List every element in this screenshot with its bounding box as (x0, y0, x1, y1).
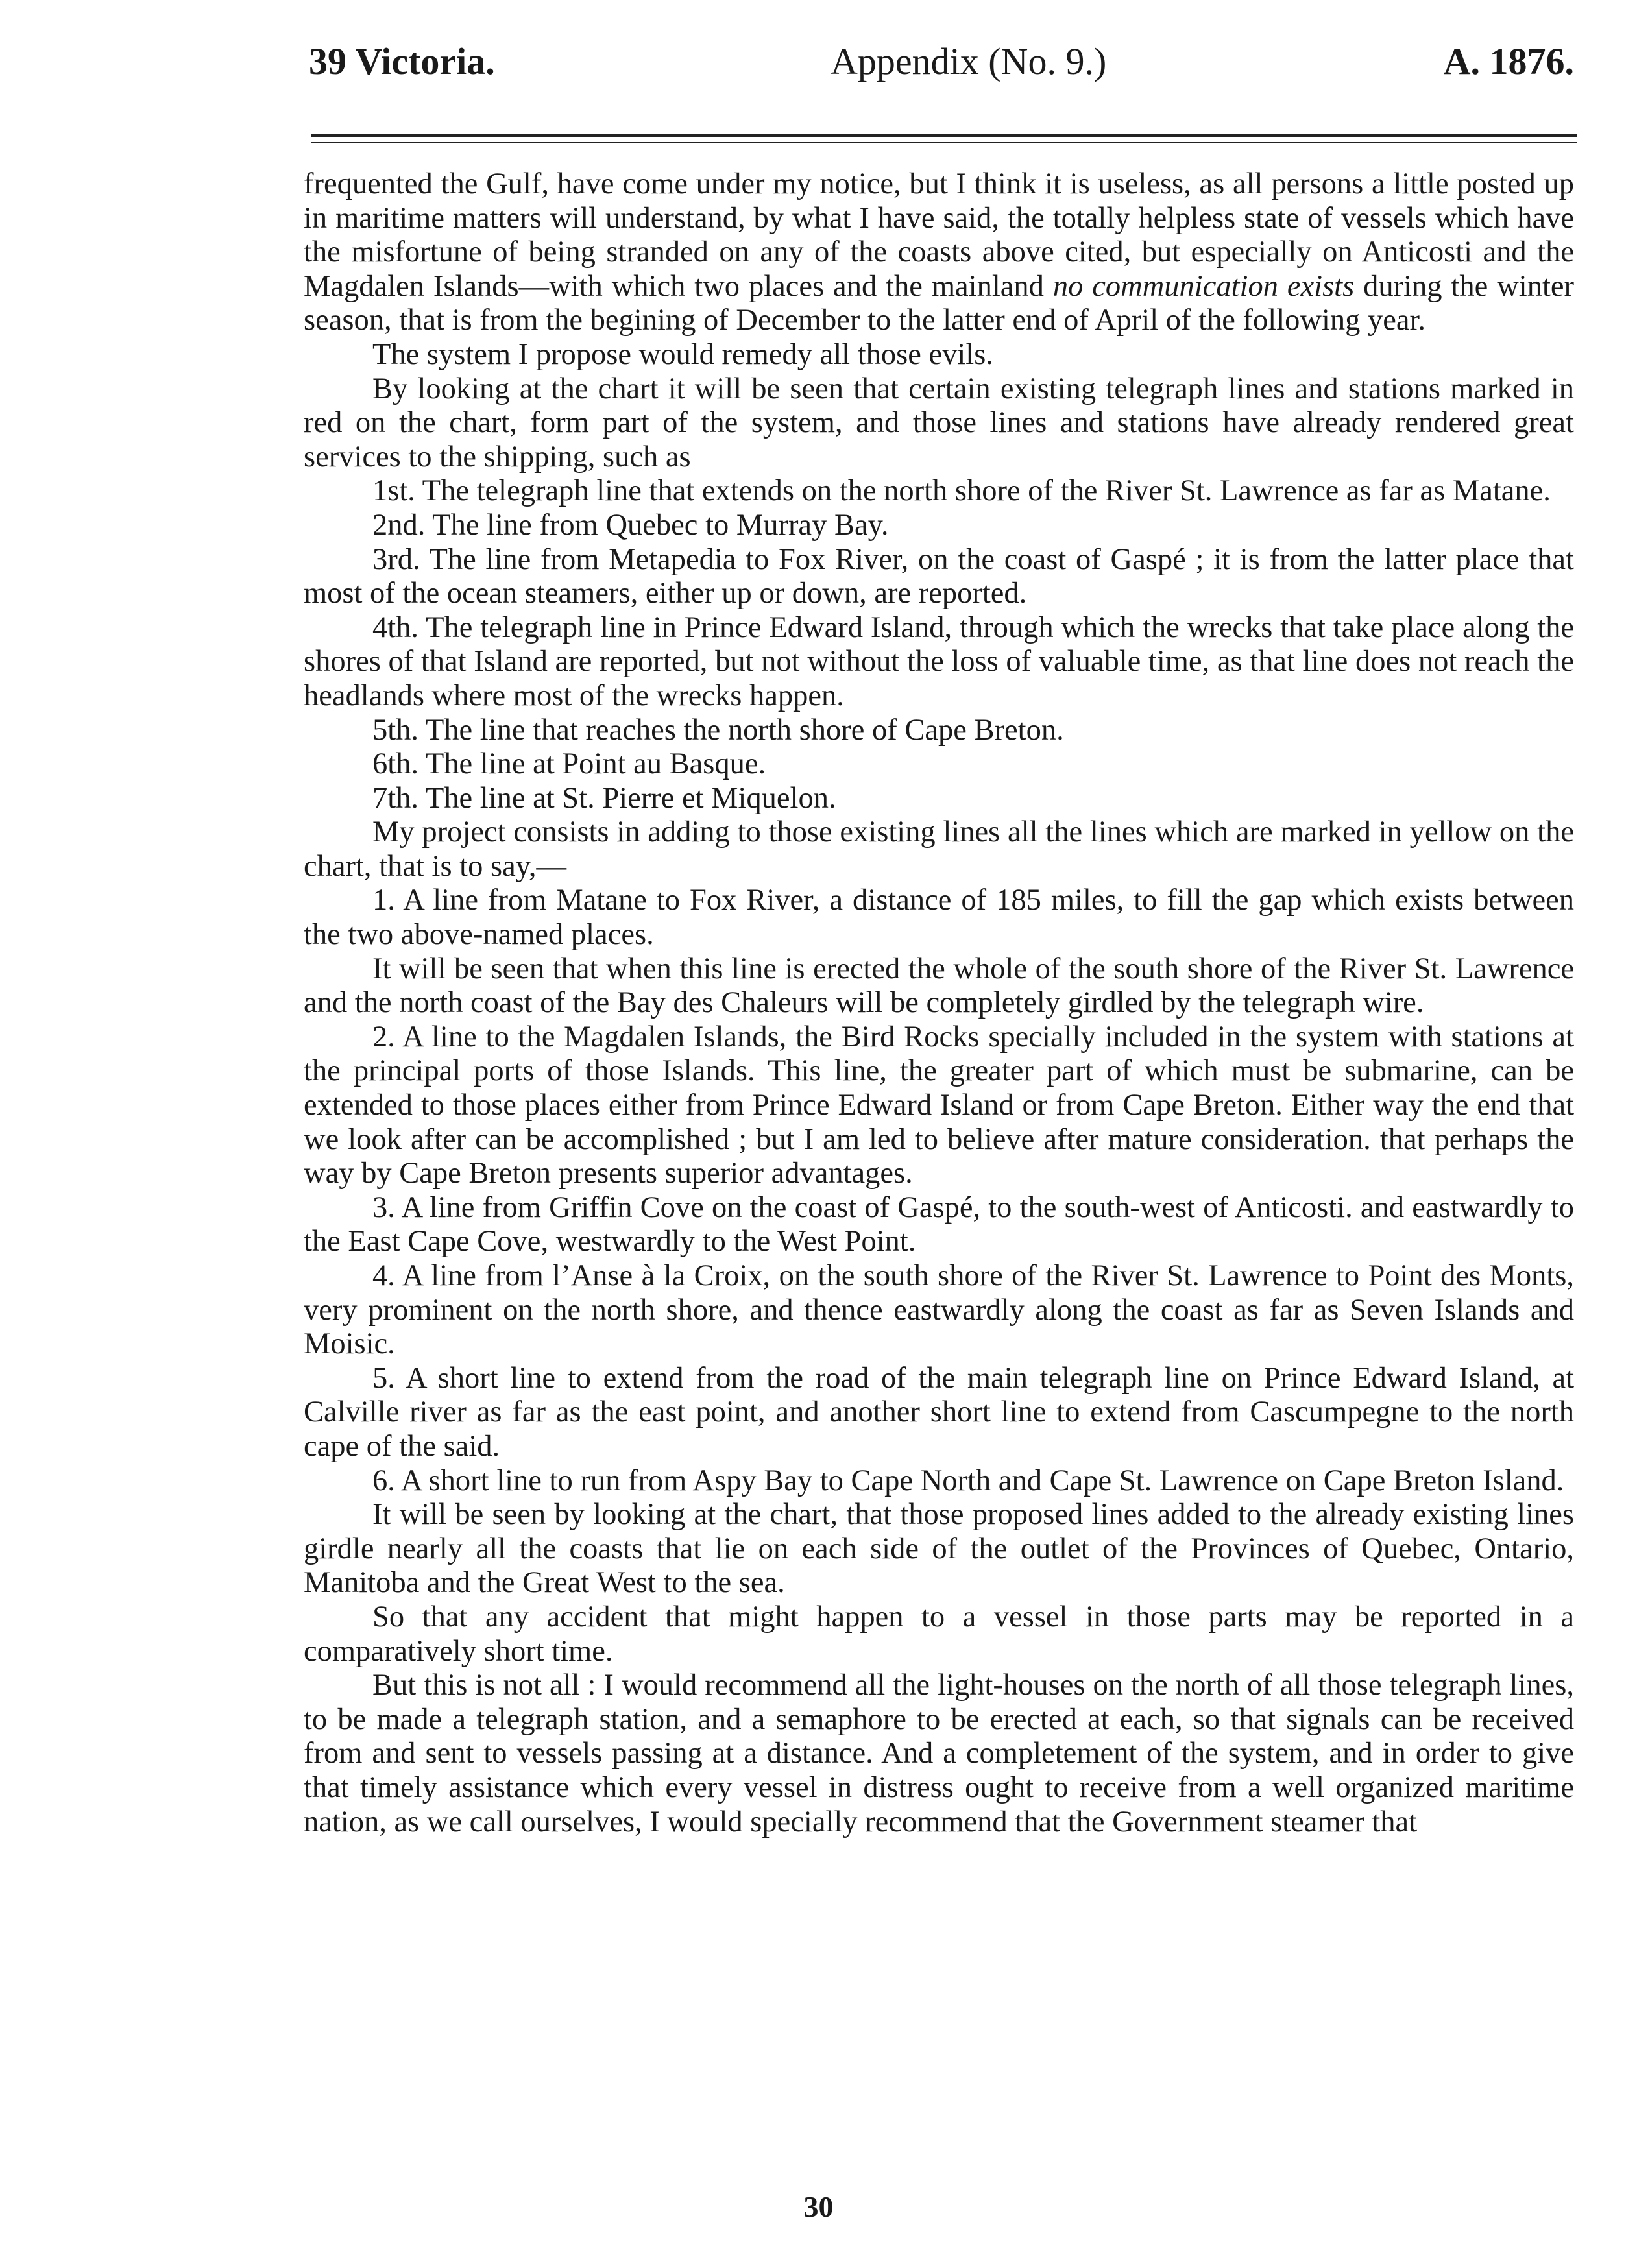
running-header (309, 26, 1574, 97)
paragraph (304, 1191, 1574, 1259)
paragraph-text: 2. A line to the Magdalen Islands, the Bird Rocks specially included in the system with stations at the principal ports of those Islands. This line, the greater part of which must be submarine, can be extended to those places either from Prince Edward Island or from Cape Breton. Either way the end that we look after can be accomplished ; but I am led to believe after mature consideration. that perhaps the way by Cape Breton presents superior advantages. (304, 1020, 1574, 1190)
header-rule-thick (311, 134, 1577, 137)
paragraph (304, 509, 1574, 543)
paragraph (304, 1464, 1574, 1499)
paragraph (304, 952, 1574, 1020)
paragraph-text: 3rd. The line from Metapedia to Fox River, on the coast of Gaspé ; it is from the latter place that most of the ocean steamers, either up or down, are reported. (304, 542, 1574, 610)
paragraph (304, 1600, 1574, 1669)
paragraph-text: So that any accident that might happen to a vessel in those parts may be reported in a comparatively short time. (304, 1600, 1574, 1668)
paragraph-text: The system I propose would remedy all those evils. (372, 337, 993, 371)
paragraph-text: 2nd. The line from Quebec to Murray Bay. (372, 508, 889, 542)
paragraph (304, 338, 1574, 372)
paragraph-text: 5th. The line that reaches the north shore of Cape Breton. (372, 713, 1064, 747)
paragraph (304, 611, 1574, 714)
paragraph-text: But this is not all : I would recommend all the light-houses on the north of all those telegraph lines, to be made a telegraph station, and a semaphore to be erected at each, so that signals can be received from and sent to vessels passing at a distance. And a completement of the system, and in order to give that timely assistance which every vessel in distress ought to receive from a well organized maritime nation, as we call ourselves, I would specially recommend that the Government steamer that (304, 1669, 1574, 1839)
paragraph-text: It will be seen by looking at the chart, that those proposed lines added to the already existing lines girdle nearly all the coasts that lie on each side of the outlet of the Provinces of Quebec, Ontario, Manitoba and the Great West to the sea. (304, 1498, 1574, 1600)
paragraph (304, 167, 1574, 338)
paragraph-text: frequented the Gulf, have come under my notice, but I think it is useless, as all persons a little posted up in maritime matters will understand, by what I have said, the totally helpless state of vessels which have the misfortune of being stranded on any of the coasts above cited, but especially on Anticosti and the Magdalen Islands—with which two places and the mainland (304, 167, 1574, 303)
paragraph-text: 5. A short line to extend from the road of the main telegraph line on Prince Edward Island, at Calville river as far as the east point, and another short line to extend from Cascumpegne to the north cape of the said. (304, 1361, 1574, 1463)
paragraph-text: 6. A short line to run from Aspy Bay to Cape North and Cape St. Lawrence on Cape Breton Island. (372, 1464, 1564, 1497)
paragraph (304, 884, 1574, 952)
paragraph-text: It will be seen that when this line is erected the whole of the south shore of the River St. Lawrence and the north coast of the Bay des Chaleurs will be completely girdled by the telegraph wire. (304, 952, 1574, 1020)
paragraph (304, 372, 1574, 475)
paragraph (304, 815, 1574, 884)
paragraph (304, 1498, 1574, 1600)
paragraph (304, 543, 1574, 611)
paragraph (304, 474, 1574, 509)
header-volume: 39 Victoria. (309, 40, 495, 82)
paragraph-text: 4th. The telegraph line in Prince Edward Island, through which the wrecks that take place along the shores of that Island are reported, but not without the loss of valuable time, as that line does not reach the headlands where most of the wrecks happen. (304, 610, 1574, 712)
paragraph (304, 782, 1574, 816)
paragraph (304, 747, 1574, 782)
paragraph-text: 1st. The telegraph line that extends on the north shore of the River St. Lawrence as far as Matane. (372, 474, 1551, 508)
paragraph (304, 1362, 1574, 1464)
paragraph-text: My project consists in adding to those existing lines all the lines which are marked in yellow on the chart, that is to say,— (304, 815, 1574, 883)
page-number: 30 (803, 2190, 834, 2223)
paragraph-text: 4. A line from l’Anse à la Croix, on the south shore of the River St. Lawrence to Point des Monts, very prominent on the north shore, and thence eastwardly along the coast as far as Seven Islands and Moisic. (304, 1259, 1574, 1361)
header-rule-thin (311, 142, 1577, 143)
paragraph-text: By looking at the chart it will be seen that certain existing telegraph lines and stations marked in red on the chart, form part of the system, and those lines and stations have already rendered great services to the shipping, such as (304, 372, 1574, 474)
paragraph-text: during the winter season, that is from the begining of December to the latter end of April of the following year. (304, 269, 1574, 337)
paragraph (304, 1669, 1574, 1839)
paragraph (304, 714, 1574, 748)
paragraph (304, 1020, 1574, 1191)
paragraph-text: 3. A line from Griffin Cove on the coast of Gaspé, to the south-west of Anticosti. and eastwardly to the East Cape Cove, westwardly to the West Point. (304, 1190, 1574, 1259)
paragraph (304, 1259, 1574, 1362)
paragraph-text: 7th. The line at St. Pierre et Miquelon. (372, 781, 836, 815)
paragraph-text: 6th. The line at Point au Basque. (372, 747, 766, 781)
body-text (304, 167, 1574, 1839)
header-appendix: Appendix (No. 9.) (831, 40, 1107, 82)
header-year: A. 1876. (1443, 40, 1574, 82)
emphasis-text: no communication exists (1052, 269, 1355, 303)
paragraph-text: 1. A line from Matane to Fox River, a distance of 185 miles, to fill the gap which exists between the two above-named places. (304, 884, 1574, 952)
